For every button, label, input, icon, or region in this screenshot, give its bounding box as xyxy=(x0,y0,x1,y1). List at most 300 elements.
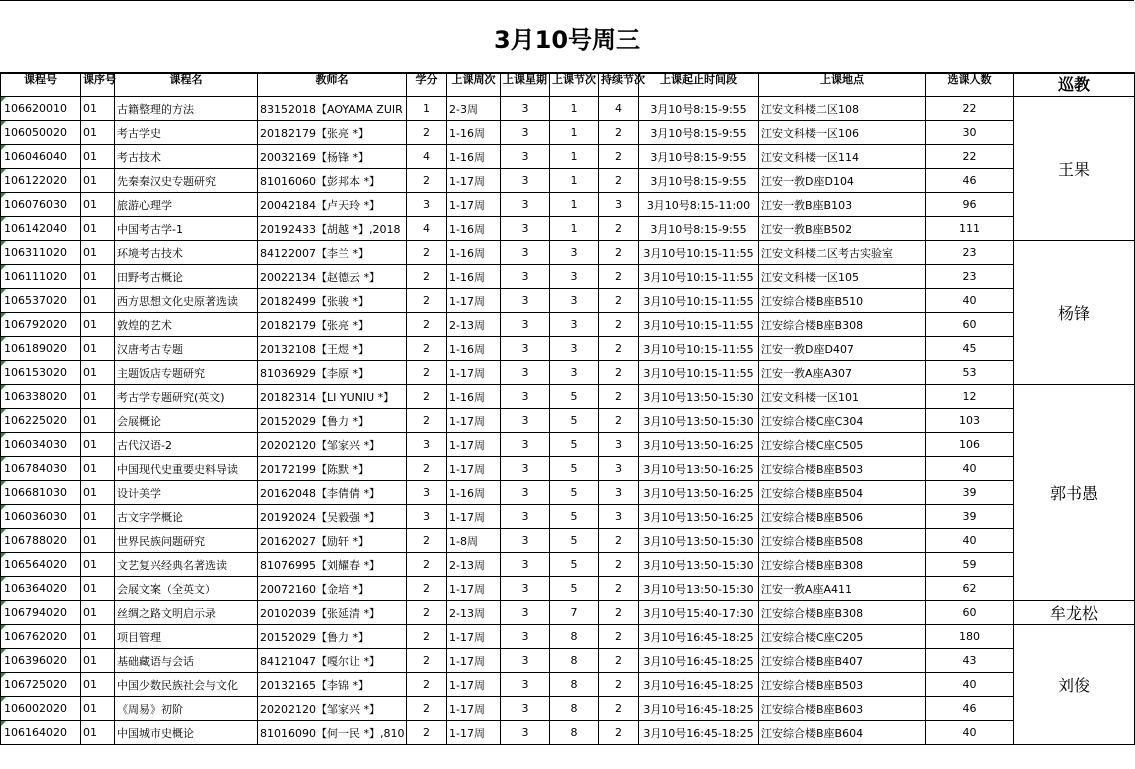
header-period-start[interactable]: 上课节次 xyxy=(550,73,599,97)
cell-weeks[interactable]: 1-17周 xyxy=(447,433,501,457)
cell-teacher-name[interactable]: 20172199【陈默 *】 xyxy=(258,457,407,481)
cell-credits[interactable]: 2 xyxy=(407,649,447,673)
cell-weekday[interactable]: 3 xyxy=(501,409,550,433)
cell-enrollment[interactable]: 180 xyxy=(926,625,1014,649)
cell-course-name[interactable]: 西方思想文化史原著选读 xyxy=(115,289,258,313)
cell-credits[interactable]: 2 xyxy=(407,529,447,553)
cell-teacher-name[interactable]: 20162048【李倩倩 *】 xyxy=(258,481,407,505)
cell-course-id[interactable]: 106002020 xyxy=(1,697,81,721)
cell-course-id[interactable]: 106792020 xyxy=(1,313,81,337)
cell-course-name[interactable]: 古文字学概论 xyxy=(115,505,258,529)
cell-course-id[interactable]: 106311020 xyxy=(1,241,81,265)
cell-weeks[interactable]: 1-16周 xyxy=(447,385,501,409)
cell-enrollment[interactable]: 60 xyxy=(926,601,1014,625)
cell-time-range[interactable]: 3月10号16:45-18:25 xyxy=(639,649,759,673)
cell-enrollment[interactable]: 40 xyxy=(926,289,1014,313)
cell-section-no[interactable]: 01 xyxy=(81,673,115,697)
cell-enrollment[interactable]: 39 xyxy=(926,481,1014,505)
cell-teacher-name[interactable]: 20162027【励轩 *】 xyxy=(258,529,407,553)
cell-teacher-name[interactable]: 20182499【张骏 *】 xyxy=(258,289,407,313)
cell-weekday[interactable]: 3 xyxy=(501,649,550,673)
cell-course-name[interactable]: 项目管理 xyxy=(115,625,258,649)
cell-time-range[interactable]: 3月10号16:45-18:25 xyxy=(639,721,759,745)
cell-time-range[interactable]: 3月10号10:15-11:55 xyxy=(639,265,759,289)
cell-course-id[interactable]: 106564020 xyxy=(1,553,81,577)
cell-period-start[interactable]: 8 xyxy=(550,721,599,745)
cell-enrollment[interactable]: 23 xyxy=(926,241,1014,265)
cell-enrollment[interactable]: 111 xyxy=(926,217,1014,241)
cell-enrollment[interactable]: 45 xyxy=(926,337,1014,361)
cell-weekday[interactable]: 3 xyxy=(501,625,550,649)
inspector-cell[interactable]: 郭书愚 xyxy=(1014,385,1135,601)
cell-period-length[interactable]: 2 xyxy=(599,241,639,265)
cell-period-start[interactable]: 3 xyxy=(550,289,599,313)
cell-teacher-name[interactable]: 20182314【LI YUNIU *】 xyxy=(258,385,407,409)
cell-period-length[interactable]: 3 xyxy=(599,457,639,481)
cell-time-range[interactable]: 3月10号10:15-11:55 xyxy=(639,361,759,385)
cell-weeks[interactable]: 1-16周 xyxy=(447,121,501,145)
cell-credits[interactable]: 2 xyxy=(407,361,447,385)
cell-weeks[interactable]: 1-8周 xyxy=(447,529,501,553)
cell-period-length[interactable]: 2 xyxy=(599,265,639,289)
cell-weekday[interactable]: 3 xyxy=(501,433,550,457)
cell-section-no[interactable]: 01 xyxy=(81,409,115,433)
cell-credits[interactable]: 2 xyxy=(407,313,447,337)
cell-enrollment[interactable]: 43 xyxy=(926,649,1014,673)
cell-course-id[interactable]: 106034030 xyxy=(1,433,81,457)
cell-period-start[interactable]: 5 xyxy=(550,481,599,505)
cell-course-name[interactable]: 设计美学 xyxy=(115,481,258,505)
cell-weeks[interactable]: 2-3周 xyxy=(447,97,501,121)
cell-teacher-name[interactable]: 20192024【吴毅强 *】 xyxy=(258,505,407,529)
cell-weekday[interactable]: 3 xyxy=(501,337,550,361)
cell-course-id[interactable]: 106111020 xyxy=(1,265,81,289)
cell-weekday[interactable]: 3 xyxy=(501,721,550,745)
cell-period-start[interactable]: 5 xyxy=(550,577,599,601)
cell-location[interactable]: 江安文科楼二区108 xyxy=(759,97,926,121)
cell-course-name[interactable]: 会展概论 xyxy=(115,409,258,433)
cell-period-start[interactable]: 3 xyxy=(550,361,599,385)
cell-time-range[interactable]: 3月10号13:50-15:30 xyxy=(639,577,759,601)
cell-weekday[interactable]: 3 xyxy=(501,385,550,409)
cell-section-no[interactable]: 01 xyxy=(81,385,115,409)
cell-section-no[interactable]: 01 xyxy=(81,505,115,529)
header-section-no[interactable]: 课序号 xyxy=(81,73,115,97)
cell-period-length[interactable]: 2 xyxy=(599,409,639,433)
cell-location[interactable]: 江安综合楼B座B503 xyxy=(759,457,926,481)
cell-weeks[interactable]: 1-16周 xyxy=(447,145,501,169)
cell-teacher-name[interactable]: 20202120【邹家兴 *】 xyxy=(258,697,407,721)
cell-time-range[interactable]: 3月10号8:15-11:00 xyxy=(639,193,759,217)
cell-course-name[interactable]: 考古学专题研究(英文) xyxy=(115,385,258,409)
cell-credits[interactable]: 2 xyxy=(407,385,447,409)
cell-period-length[interactable]: 3 xyxy=(599,193,639,217)
cell-course-name[interactable]: 环境考古技术 xyxy=(115,241,258,265)
cell-section-no[interactable]: 01 xyxy=(81,337,115,361)
cell-period-length[interactable]: 2 xyxy=(599,337,639,361)
cell-time-range[interactable]: 3月10号16:45-18:25 xyxy=(639,697,759,721)
cell-period-length[interactable]: 2 xyxy=(599,673,639,697)
cell-period-start[interactable]: 5 xyxy=(550,409,599,433)
cell-enrollment[interactable]: 40 xyxy=(926,457,1014,481)
cell-weekday[interactable]: 3 xyxy=(501,481,550,505)
cell-weekday[interactable]: 3 xyxy=(501,217,550,241)
cell-course-name[interactable]: 丝绸之路文明启示录 xyxy=(115,601,258,625)
cell-location[interactable]: 江安一教A座A307 xyxy=(759,361,926,385)
cell-teacher-name[interactable]: 84122007【李兰 *】 xyxy=(258,241,407,265)
cell-section-no[interactable]: 01 xyxy=(81,145,115,169)
cell-credits[interactable]: 2 xyxy=(407,601,447,625)
cell-period-length[interactable]: 2 xyxy=(599,553,639,577)
cell-location[interactable]: 江安综合楼B座B506 xyxy=(759,505,926,529)
cell-period-length[interactable]: 2 xyxy=(599,649,639,673)
cell-weekday[interactable]: 3 xyxy=(501,313,550,337)
cell-enrollment[interactable]: 62 xyxy=(926,577,1014,601)
cell-enrollment[interactable]: 96 xyxy=(926,193,1014,217)
cell-period-start[interactable]: 5 xyxy=(550,385,599,409)
cell-period-length[interactable]: 2 xyxy=(599,601,639,625)
header-period-length[interactable]: 持续节次 xyxy=(599,73,639,97)
cell-teacher-name[interactable]: 83152018【AOYAMA ZUIR xyxy=(258,97,407,121)
cell-course-name[interactable]: 《周易》初阶 xyxy=(115,697,258,721)
cell-location[interactable]: 江安综合楼B座B508 xyxy=(759,529,926,553)
cell-course-id[interactable]: 106784030 xyxy=(1,457,81,481)
cell-section-no[interactable]: 01 xyxy=(81,649,115,673)
cell-weeks[interactable]: 1-17周 xyxy=(447,409,501,433)
cell-period-start[interactable]: 8 xyxy=(550,697,599,721)
cell-enrollment[interactable]: 106 xyxy=(926,433,1014,457)
cell-period-start[interactable]: 1 xyxy=(550,121,599,145)
cell-course-name[interactable]: 文艺复兴经典名著选读 xyxy=(115,553,258,577)
cell-course-name[interactable]: 中国少数民族社会与文化 xyxy=(115,673,258,697)
cell-time-range[interactable]: 3月10号8:15-9:55 xyxy=(639,217,759,241)
cell-course-name[interactable]: 古籍整理的方法 xyxy=(115,97,258,121)
cell-location[interactable]: 江安文科楼一区105 xyxy=(759,265,926,289)
cell-credits[interactable]: 3 xyxy=(407,505,447,529)
cell-course-name[interactable]: 先秦秦汉史专题研究 xyxy=(115,169,258,193)
header-inspector[interactable]: 巡教 xyxy=(1014,73,1135,97)
cell-teacher-name[interactable]: 20202120【邹家兴 *】 xyxy=(258,433,407,457)
cell-teacher-name[interactable]: 20152029【鲁力 *】 xyxy=(258,409,407,433)
cell-weeks[interactable]: 1-17周 xyxy=(447,673,501,697)
cell-period-start[interactable]: 7 xyxy=(550,601,599,625)
cell-course-id[interactable]: 106076030 xyxy=(1,193,81,217)
cell-weekday[interactable]: 3 xyxy=(501,169,550,193)
cell-teacher-name[interactable]: 20192433【胡越 *】,2018 xyxy=(258,217,407,241)
cell-weekday[interactable]: 3 xyxy=(501,457,550,481)
cell-enrollment[interactable]: 12 xyxy=(926,385,1014,409)
cell-credits[interactable]: 2 xyxy=(407,457,447,481)
cell-credits[interactable]: 2 xyxy=(407,241,447,265)
cell-period-length[interactable]: 3 xyxy=(599,433,639,457)
cell-enrollment[interactable]: 53 xyxy=(926,361,1014,385)
cell-location[interactable]: 江安综合楼B座B503 xyxy=(759,673,926,697)
cell-enrollment[interactable]: 30 xyxy=(926,121,1014,145)
cell-time-range[interactable]: 3月10号16:45-18:25 xyxy=(639,673,759,697)
cell-period-length[interactable]: 2 xyxy=(599,313,639,337)
cell-section-no[interactable]: 01 xyxy=(81,169,115,193)
cell-period-start[interactable]: 8 xyxy=(550,625,599,649)
cell-weeks[interactable]: 1-16周 xyxy=(447,241,501,265)
cell-section-no[interactable]: 01 xyxy=(81,721,115,745)
cell-credits[interactable]: 2 xyxy=(407,625,447,649)
cell-section-no[interactable]: 01 xyxy=(81,241,115,265)
cell-period-start[interactable]: 3 xyxy=(550,265,599,289)
cell-period-start[interactable]: 5 xyxy=(550,433,599,457)
cell-period-length[interactable]: 2 xyxy=(599,697,639,721)
cell-weeks[interactable]: 2-13周 xyxy=(447,553,501,577)
cell-weeks[interactable]: 1-16周 xyxy=(447,265,501,289)
cell-section-no[interactable]: 01 xyxy=(81,457,115,481)
cell-period-start[interactable]: 1 xyxy=(550,217,599,241)
cell-weeks[interactable]: 1-16周 xyxy=(447,337,501,361)
cell-course-id[interactable]: 106620010 xyxy=(1,97,81,121)
cell-course-id[interactable]: 106164020 xyxy=(1,721,81,745)
cell-weeks[interactable]: 1-17周 xyxy=(447,361,501,385)
cell-credits[interactable]: 2 xyxy=(407,553,447,577)
cell-section-no[interactable]: 01 xyxy=(81,529,115,553)
cell-credits[interactable]: 2 xyxy=(407,121,447,145)
cell-course-id[interactable]: 106681030 xyxy=(1,481,81,505)
cell-time-range[interactable]: 3月10号13:50-15:30 xyxy=(639,529,759,553)
cell-course-name[interactable]: 考古学史 xyxy=(115,121,258,145)
cell-course-id[interactable]: 106364020 xyxy=(1,577,81,601)
cell-time-range[interactable]: 3月10号10:15-11:55 xyxy=(639,337,759,361)
cell-time-range[interactable]: 3月10号10:15-11:55 xyxy=(639,241,759,265)
cell-course-name[interactable]: 旅游心理学 xyxy=(115,193,258,217)
cell-period-length[interactable]: 2 xyxy=(599,169,639,193)
cell-teacher-name[interactable]: 20022134【赵德云 *】 xyxy=(258,265,407,289)
cell-section-no[interactable]: 01 xyxy=(81,217,115,241)
cell-teacher-name[interactable]: 20032169【杨锋 *】 xyxy=(258,145,407,169)
cell-course-name[interactable]: 田野考古概论 xyxy=(115,265,258,289)
cell-course-name[interactable]: 汉唐考古专题 xyxy=(115,337,258,361)
cell-time-range[interactable]: 3月10号13:50-16:25 xyxy=(639,457,759,481)
cell-location[interactable]: 江安综合楼B座B504 xyxy=(759,481,926,505)
cell-time-range[interactable]: 3月10号13:50-15:30 xyxy=(639,385,759,409)
cell-teacher-name[interactable]: 81016090【何一民 *】,810 xyxy=(258,721,407,745)
cell-section-no[interactable]: 01 xyxy=(81,625,115,649)
header-time-range[interactable]: 上课起止时间段 xyxy=(639,73,759,97)
cell-weekday[interactable]: 3 xyxy=(501,553,550,577)
cell-enrollment[interactable]: 46 xyxy=(926,169,1014,193)
cell-location[interactable]: 江安文科楼二区考古实验室 xyxy=(759,241,926,265)
cell-enrollment[interactable]: 46 xyxy=(926,697,1014,721)
cell-enrollment[interactable]: 22 xyxy=(926,145,1014,169)
cell-section-no[interactable]: 01 xyxy=(81,577,115,601)
cell-time-range[interactable]: 3月10号13:50-16:25 xyxy=(639,505,759,529)
cell-period-start[interactable]: 3 xyxy=(550,241,599,265)
cell-section-no[interactable]: 01 xyxy=(81,553,115,577)
cell-course-id[interactable]: 106788020 xyxy=(1,529,81,553)
cell-section-no[interactable]: 01 xyxy=(81,97,115,121)
cell-teacher-name[interactable]: 20102039【张延清 *】 xyxy=(258,601,407,625)
cell-location[interactable]: 江安一教A座A411 xyxy=(759,577,926,601)
cell-weekday[interactable]: 3 xyxy=(501,601,550,625)
cell-course-name[interactable]: 世界民族问题研究 xyxy=(115,529,258,553)
cell-enrollment[interactable]: 22 xyxy=(926,97,1014,121)
cell-time-range[interactable]: 3月10号10:15-11:55 xyxy=(639,313,759,337)
cell-teacher-name[interactable]: 81036929【李原 *】 xyxy=(258,361,407,385)
cell-location[interactable]: 江安综合楼B座B510 xyxy=(759,289,926,313)
cell-enrollment[interactable]: 103 xyxy=(926,409,1014,433)
cell-course-id[interactable]: 106122020 xyxy=(1,169,81,193)
cell-period-start[interactable]: 5 xyxy=(550,529,599,553)
cell-location[interactable]: 江安一教B座B103 xyxy=(759,193,926,217)
cell-course-id[interactable]: 106794020 xyxy=(1,601,81,625)
cell-period-length[interactable]: 2 xyxy=(599,361,639,385)
cell-period-start[interactable]: 8 xyxy=(550,673,599,697)
cell-course-name[interactable]: 中国考古学-1 xyxy=(115,217,258,241)
cell-period-start[interactable]: 5 xyxy=(550,457,599,481)
cell-period-length[interactable]: 2 xyxy=(599,217,639,241)
cell-credits[interactable]: 1 xyxy=(407,97,447,121)
cell-teacher-name[interactable]: 20182179【张亮 *】 xyxy=(258,121,407,145)
cell-period-length[interactable]: 2 xyxy=(599,529,639,553)
header-course-name[interactable]: 课程名 xyxy=(115,73,258,97)
cell-weeks[interactable]: 1-17周 xyxy=(447,577,501,601)
cell-period-start[interactable]: 5 xyxy=(550,505,599,529)
cell-credits[interactable]: 3 xyxy=(407,433,447,457)
cell-time-range[interactable]: 3月10号15:40-17:30 xyxy=(639,601,759,625)
cell-teacher-name[interactable]: 84121047【嘎尔让 *】 xyxy=(258,649,407,673)
cell-weeks[interactable]: 1-17周 xyxy=(447,721,501,745)
cell-time-range[interactable]: 3月10号8:15-9:55 xyxy=(639,97,759,121)
cell-section-no[interactable]: 01 xyxy=(81,433,115,457)
header-teacher-name[interactable]: 教师名 xyxy=(258,73,407,97)
cell-weeks[interactable]: 1-16周 xyxy=(447,481,501,505)
cell-period-length[interactable]: 2 xyxy=(599,577,639,601)
cell-course-name[interactable]: 基础藏语与会话 xyxy=(115,649,258,673)
cell-weekday[interactable]: 3 xyxy=(501,673,550,697)
cell-location[interactable]: 江安综合楼C座C205 xyxy=(759,625,926,649)
cell-section-no[interactable]: 01 xyxy=(81,361,115,385)
cell-period-length[interactable]: 2 xyxy=(599,625,639,649)
cell-location[interactable]: 江安综合楼B座B308 xyxy=(759,553,926,577)
cell-course-name[interactable]: 古代汉语-2 xyxy=(115,433,258,457)
cell-weekday[interactable]: 3 xyxy=(501,97,550,121)
cell-time-range[interactable]: 3月10号8:15-9:55 xyxy=(639,169,759,193)
cell-location[interactable]: 江安综合楼B座B308 xyxy=(759,601,926,625)
cell-credits[interactable]: 2 xyxy=(407,289,447,313)
cell-section-no[interactable]: 01 xyxy=(81,193,115,217)
cell-period-length[interactable]: 2 xyxy=(599,385,639,409)
cell-location[interactable]: 江安综合楼B座B407 xyxy=(759,649,926,673)
cell-weekday[interactable]: 3 xyxy=(501,361,550,385)
inspector-cell[interactable]: 王果 xyxy=(1014,97,1135,241)
cell-period-start[interactable]: 3 xyxy=(550,337,599,361)
cell-course-id[interactable]: 106036030 xyxy=(1,505,81,529)
cell-credits[interactable]: 4 xyxy=(407,145,447,169)
cell-weeks[interactable]: 1-17周 xyxy=(447,193,501,217)
header-weekday[interactable]: 上课星期 xyxy=(501,73,550,97)
cell-teacher-name[interactable]: 81016060【彭邦本 *】 xyxy=(258,169,407,193)
cell-teacher-name[interactable]: 81076995【刘耀春 *】 xyxy=(258,553,407,577)
cell-time-range[interactable]: 3月10号13:50-15:30 xyxy=(639,409,759,433)
cell-course-name[interactable]: 敦煌的艺术 xyxy=(115,313,258,337)
cell-enrollment[interactable]: 60 xyxy=(926,313,1014,337)
cell-location[interactable]: 江安综合楼C座C304 xyxy=(759,409,926,433)
cell-enrollment[interactable]: 40 xyxy=(926,529,1014,553)
cell-enrollment[interactable]: 40 xyxy=(926,721,1014,745)
cell-course-id[interactable]: 106338020 xyxy=(1,385,81,409)
header-course-id[interactable]: 课程号 xyxy=(1,73,81,97)
cell-credits[interactable]: 3 xyxy=(407,193,447,217)
cell-teacher-name[interactable]: 20182179【张亮 *】 xyxy=(258,313,407,337)
cell-weeks[interactable]: 1-17周 xyxy=(447,289,501,313)
cell-section-no[interactable]: 01 xyxy=(81,313,115,337)
cell-weeks[interactable]: 1-17周 xyxy=(447,505,501,529)
cell-weekday[interactable]: 3 xyxy=(501,577,550,601)
cell-location[interactable]: 江安文科楼一区106 xyxy=(759,121,926,145)
cell-section-no[interactable]: 01 xyxy=(81,697,115,721)
inspector-cell[interactable]: 牟龙松 xyxy=(1014,601,1135,625)
cell-period-length[interactable]: 3 xyxy=(599,481,639,505)
cell-weeks[interactable]: 1-17周 xyxy=(447,697,501,721)
cell-course-name[interactable]: 中国现代史重要史料导读 xyxy=(115,457,258,481)
cell-teacher-name[interactable]: 20072160【金培 *】 xyxy=(258,577,407,601)
cell-period-start[interactable]: 1 xyxy=(550,169,599,193)
cell-weeks[interactable]: 2-13周 xyxy=(447,313,501,337)
cell-location[interactable]: 江安文科楼一区114 xyxy=(759,145,926,169)
cell-course-id[interactable]: 106762020 xyxy=(1,625,81,649)
header-credits[interactable]: 学分 xyxy=(407,73,447,97)
cell-section-no[interactable]: 01 xyxy=(81,601,115,625)
cell-weekday[interactable]: 3 xyxy=(501,505,550,529)
cell-time-range[interactable]: 3月10号13:50-16:25 xyxy=(639,481,759,505)
cell-time-range[interactable]: 3月10号8:15-9:55 xyxy=(639,145,759,169)
cell-credits[interactable]: 2 xyxy=(407,697,447,721)
cell-course-id[interactable]: 106153020 xyxy=(1,361,81,385)
cell-period-start[interactable]: 1 xyxy=(550,145,599,169)
cell-period-length[interactable]: 2 xyxy=(599,145,639,169)
cell-teacher-name[interactable]: 20132165【李锦 *】 xyxy=(258,673,407,697)
cell-location[interactable]: 江安一教D座D407 xyxy=(759,337,926,361)
cell-location[interactable]: 江安综合楼C座C505 xyxy=(759,433,926,457)
cell-course-id[interactable]: 106050020 xyxy=(1,121,81,145)
cell-weeks[interactable]: 1-17周 xyxy=(447,625,501,649)
cell-location[interactable]: 江安一教B座B502 xyxy=(759,217,926,241)
cell-weekday[interactable]: 3 xyxy=(501,697,550,721)
cell-period-start[interactable]: 8 xyxy=(550,649,599,673)
cell-weekday[interactable]: 3 xyxy=(501,121,550,145)
cell-teacher-name[interactable]: 20152029【鲁力 *】 xyxy=(258,625,407,649)
cell-enrollment[interactable]: 39 xyxy=(926,505,1014,529)
cell-teacher-name[interactable]: 20132108【王煜 *】 xyxy=(258,337,407,361)
cell-course-name[interactable]: 会展文案（全英文） xyxy=(115,577,258,601)
cell-weekday[interactable]: 3 xyxy=(501,193,550,217)
cell-enrollment[interactable]: 59 xyxy=(926,553,1014,577)
cell-course-name[interactable]: 中国城市史概论 xyxy=(115,721,258,745)
cell-period-length[interactable]: 4 xyxy=(599,97,639,121)
cell-credits[interactable]: 2 xyxy=(407,673,447,697)
cell-credits[interactable]: 2 xyxy=(407,265,447,289)
cell-weeks[interactable]: 1-17周 xyxy=(447,457,501,481)
cell-credits[interactable]: 4 xyxy=(407,217,447,241)
cell-section-no[interactable]: 01 xyxy=(81,121,115,145)
cell-enrollment[interactable]: 40 xyxy=(926,673,1014,697)
cell-period-start[interactable]: 3 xyxy=(550,313,599,337)
header-location[interactable]: 上课地点 xyxy=(759,73,926,97)
cell-credits[interactable]: 2 xyxy=(407,169,447,193)
cell-period-length[interactable]: 2 xyxy=(599,289,639,313)
cell-credits[interactable]: 3 xyxy=(407,481,447,505)
cell-period-length[interactable]: 2 xyxy=(599,121,639,145)
cell-location[interactable]: 江安文科楼一区101 xyxy=(759,385,926,409)
cell-course-id[interactable]: 106046040 xyxy=(1,145,81,169)
inspector-cell[interactable]: 刘俊 xyxy=(1014,625,1135,745)
cell-weeks[interactable]: 1-17周 xyxy=(447,649,501,673)
